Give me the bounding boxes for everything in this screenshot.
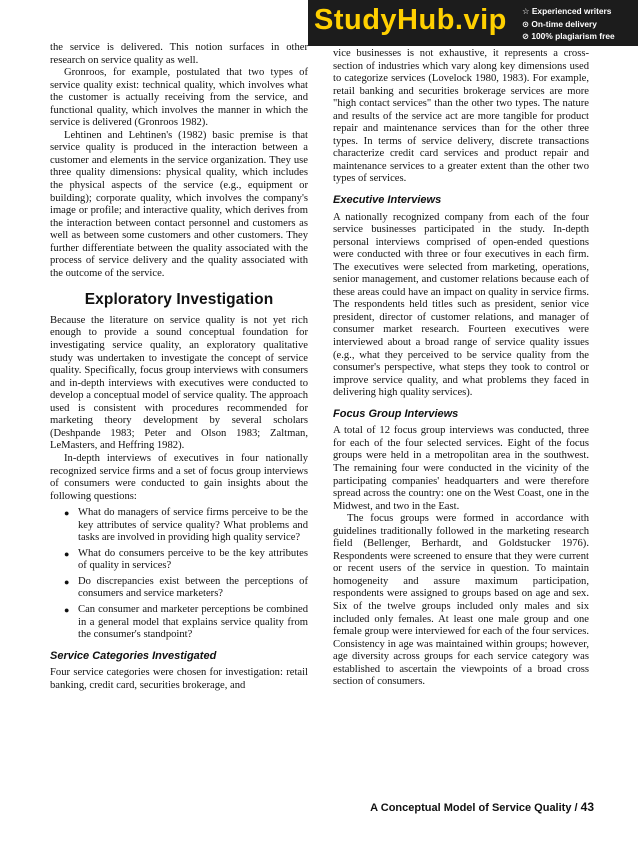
paragraph: Gronroos, for example, postulated that two types of service quality exist: technical quality, which involves what the customer is actually receiving from the service, and functional quality, which involves the manner in which the service is delivered (Gronroos 1982). (50, 67, 308, 129)
section-heading: Exploratory Investigation (84, 291, 274, 309)
question-list (50, 507, 308, 641)
paragraph: In-depth interviews of executives in four nationally recognized service firms and a set of focus group interviews of consumers were conducted to gain insights about the following questions: (50, 452, 308, 502)
list-item: ● What do managers of service firms perceive to be the key attributes of service quality? What problems and tasks are involved in providing high quality service? (64, 507, 308, 545)
watermark-banner[interactable] (308, 0, 638, 46)
subsection-heading: Focus Group Interviews (333, 407, 459, 420)
list-item: ● What do consumers perceive to be the key attributes of quality in services? (64, 548, 308, 573)
right-column (333, 48, 589, 689)
page-number: 43 (580, 800, 594, 814)
studyhub-logo: StudyHub.vip (314, 4, 507, 36)
subsection-heading: Executive Interviews (333, 194, 442, 207)
paragraph: A nationally recognized company from each of the four service businesses participated in the study. In-depth personal interviews comprised of open-ended questions were conducted with three or four executives in each firm. The executives were selected from marketing, operations, senior management, and customer relations because each of these areas could have an impact on quality in service firms. The respondents held titles such as president, senior vice president, director of customer relations, and manager of consumer market research. Fourteen executives were interviewed about a broad range of service quality issues (e.g., what they perceived to be service quality from the consumer's perspective, what steps they took to control or improve service quality, and what problems they faced in delivering high quality services). (333, 211, 589, 399)
tagline: ☆ Experienced writers (522, 6, 612, 16)
paragraph: Lehtinen and Lehtinen's (1982) basic premise is that service quality is produced in the interaction between a customer and elements in the service organization. They use three quality dimensions: physical quality, which includes the physical aspects of the service (e.g., equipment or building); corporate quality, which involves the company's image or profile; and interactive quality, which derives from the interaction between contact personnel and customers as well as between some customers and other customers. They further differentiate between the quality associated with the process of service delivery and the quality associated with the outcome of the service. (50, 129, 308, 279)
running-title: A Conceptual Model of Service Quality / (370, 802, 578, 814)
paragraph: the service is delivered. This notion surfaces in other research on service quality as well. (50, 42, 308, 66)
page-footer (370, 800, 594, 814)
paragraph: A total of 12 focus group interviews was conducted, three for each of the four selected services. Eight of the focus groups were held in a metropolitan area in the southwest. The remaining four were conducted in the vicinity of the participating companies' headquarters and were therefore spread across the country: one on the West Coast, one in the Midwest, and two in the East. (333, 425, 589, 512)
paragraph: vice businesses is not exhaustive, it represents a cross-section of industries which vary along key dimensions used to categorize services (Lovelock 1980, 1983). For example, retail banking and securities brokerage services are more "high contact services" than the other two types. The nature and results of the service act are more tangible for product repair and maintenance services than for the other three types. In terms of service delivery, discrete transactions characterize credit card services and product repair and maintenance services to a greater extent than the other two types of services. (333, 48, 589, 185)
paragraph: The focus groups were formed in accordance with guidelines traditionally followed in the marketing research field (Bellenger, Berhardt, and Goldstucker 1976). Respondents were screened to ensure that they were current or recent users of the service in question. To maintain homogeneity and assure maximum participation, respondents were assigned to groups based on age and sex. Six of the twelve groups included only males and six included only females. At least one male group and one female group were interviewed for each of the four services. Consistency in age was maintained within groups; however, age diversity across groups for each service category was established to ascertain the viewpoints of a broad cross section of consumers. (333, 513, 589, 688)
tagline: ⊙ On-time delivery (522, 18, 597, 29)
list-item: ● Can consumer and marketer perceptions be combined in a general model that explains service quality from the consumer's standpoint? (64, 604, 308, 642)
tagline: ⊘ 100% plagiarism free (522, 31, 615, 41)
list-item: ● Do discrepancies exist between the perceptions of consumers and service marketers? (64, 576, 308, 601)
subsection-heading: Service Categories Investigated (50, 649, 217, 662)
left-column (50, 42, 308, 692)
paragraph: Four service categories were chosen for investigation: retail banking, credit card, securities brokerage, and (50, 667, 308, 691)
paragraph: Because the literature on service quality is not yet rich enough to provide a sound conceptual foundation for investigating service quality, an exploratory qualitative study was undertaken to investigate the concept of service quality. Specifically, focus group interviews with consumers and in-depth interviews with executives were conducted to develop a conceptual model of service quality. The approach used is consistent with procedures recommended for marketing theory development by several scholars (Deshpande 1983; Peter and Olson 1983; Zaltman, LeMasters, and Heffring 1982). (50, 314, 308, 452)
banner-taglines (522, 5, 615, 43)
